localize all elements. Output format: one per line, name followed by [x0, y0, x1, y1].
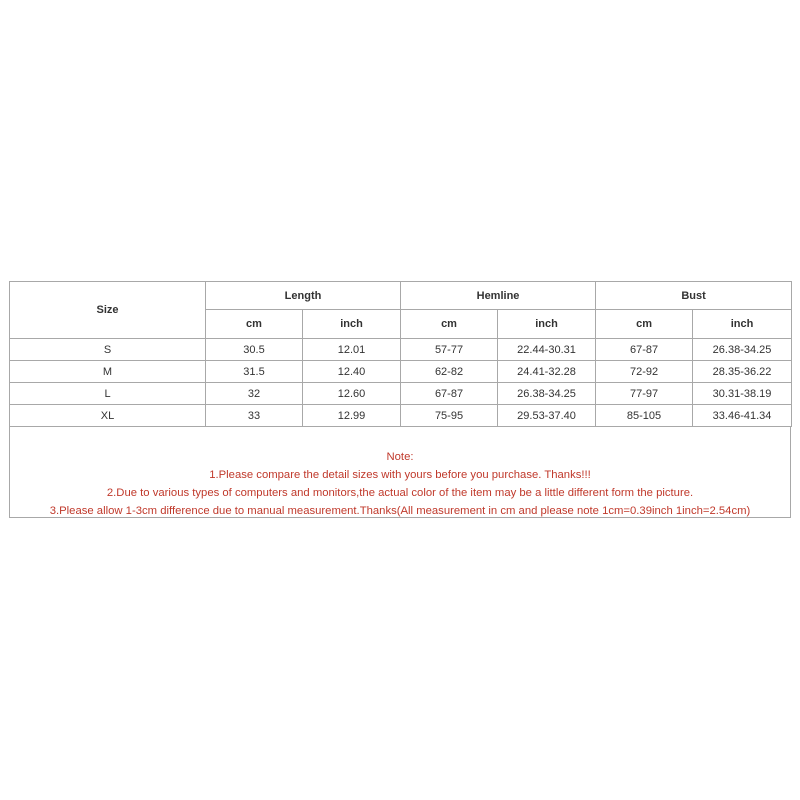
size-cell: L	[10, 383, 206, 405]
table-cell: 57-77	[401, 339, 498, 361]
table-cell: 28.35-36.22	[693, 361, 792, 383]
table-row	[10, 339, 792, 361]
note-title: Note:	[386, 451, 414, 463]
size-cell: XL	[10, 405, 206, 427]
notes-panel	[9, 427, 791, 518]
table-cell: 26.38-34.25	[693, 339, 792, 361]
note-line: 3.Please allow 1-3cm difference due to manual measurement.Thanks(All measurement in cm and please note 1cm=0.39inch 1inch=2.54cm)	[49, 505, 751, 517]
table-cell: 12.01	[303, 339, 401, 361]
table-cell: 30.5	[206, 339, 303, 361]
table-cell: 67-87	[401, 383, 498, 405]
table-cell: 26.38-34.25	[498, 383, 596, 405]
unit-header: cm	[206, 310, 303, 339]
table-cell: 30.31-38.19	[693, 383, 792, 405]
table-cell: 72-92	[596, 361, 693, 383]
unit-header: inch	[498, 310, 596, 339]
unit-header: cm	[596, 310, 693, 339]
length-header: Length	[206, 282, 401, 310]
unit-header: inch	[303, 310, 401, 339]
size-column-header: Size	[10, 282, 206, 339]
table-cell: 33	[206, 405, 303, 427]
table-cell: 24.41-32.28	[498, 361, 596, 383]
table-cell: 77-97	[596, 383, 693, 405]
table-cell: 31.5	[206, 361, 303, 383]
note-line: 2.Due to various types of computers and monitors,the actual color of the item may be a little different form the picture.	[106, 487, 694, 499]
size-table	[9, 281, 792, 427]
table-cell: 12.40	[303, 361, 401, 383]
unit-header: inch	[693, 310, 792, 339]
size-cell: S	[10, 339, 206, 361]
table-cell: 75-95	[401, 405, 498, 427]
unit-header: cm	[401, 310, 498, 339]
table-row	[10, 383, 792, 405]
table-cell: 12.60	[303, 383, 401, 405]
size-cell: M	[10, 361, 206, 383]
table-cell: 67-87	[596, 339, 693, 361]
table-cell: 85-105	[596, 405, 693, 427]
table-cell: 12.99	[303, 405, 401, 427]
hemline-header: Hemline	[401, 282, 596, 310]
note-line: 1.Please compare the detail sizes with yours before you purchase. Thanks!!!	[209, 469, 591, 481]
size-chart	[9, 281, 791, 518]
table-row	[10, 361, 792, 383]
table-cell: 32	[206, 383, 303, 405]
table-cell: 33.46-41.34	[693, 405, 792, 427]
table-cell: 29.53-37.40	[498, 405, 596, 427]
table-cell: 62-82	[401, 361, 498, 383]
bust-header: Bust	[596, 282, 792, 310]
table-cell: 22.44-30.31	[498, 339, 596, 361]
table-row	[10, 405, 792, 427]
